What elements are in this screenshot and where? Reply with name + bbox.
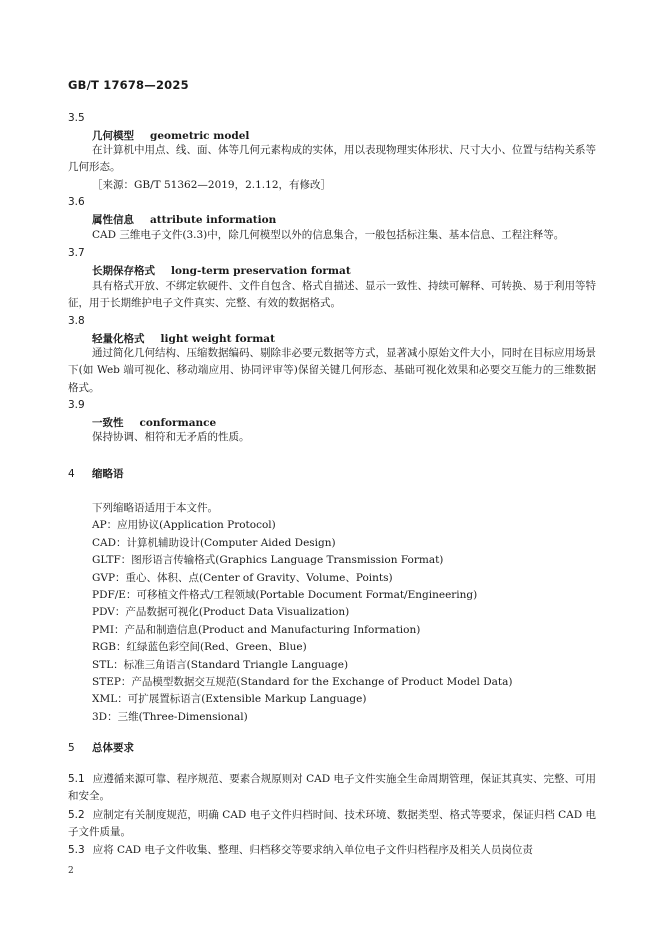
term-title-en: light weight format — [160, 333, 275, 345]
term-title — [92, 415, 216, 430]
term-title — [92, 212, 276, 227]
abbreviation-item: RGB：红绿蓝色彩空间(Red、Green、Blue) — [92, 641, 307, 654]
term-title-en: long-term preservation format — [171, 265, 351, 277]
abbreviation-intro: 下列缩略语适用于本文件。 — [92, 502, 218, 514]
abbreviation-item: 3D：三维(Three-Dimensional) — [92, 710, 248, 723]
term-title-zh: 一致性 — [92, 417, 124, 429]
section-number: 4 — [68, 468, 75, 480]
clause-text: 应将 CAD 电子文件收集、整理、归档移交等要求纳入单位电子文件归档程序及相关人员岗位责 — [92, 844, 533, 856]
term-title — [92, 331, 275, 346]
abbreviation-list — [92, 500, 512, 726]
term-number: 3.7 — [68, 247, 85, 259]
term-definition: 通过简化几何结构、压缩数据编码、剔除非必要元数据等方式，显著减小原始文件大小，同时在目标应用场景下(如 Web 端可视化、移动端应用、协同评审等)保留关键几何形态、基础可视化效果和必要交互能力的三维数据格式。 — [68, 347, 596, 394]
term-title-zh: 轻量化格式 — [92, 333, 145, 345]
term-definition: 保持协调、相符和无矛盾的性质。 — [92, 431, 250, 443]
term-title-zh: 属性信息 — [92, 214, 134, 226]
clause-number: 5.3 — [68, 844, 85, 856]
term-title-zh: 长期保存格式 — [92, 265, 155, 277]
page-number: 2 — [68, 866, 74, 876]
term-number: 3.5 — [68, 112, 85, 124]
term-number: 3.9 — [68, 399, 85, 411]
abbreviation-item: PDV：产品数据可视化(Product Data Visualization) — [92, 606, 350, 619]
abbreviation-item: STL：标准三角语言(Standard Triangle Language) — [92, 658, 349, 671]
standard-code: GB/T 17678—2025 — [68, 78, 189, 92]
abbreviation-item: STEP：产品模型数据交互规范(Standard for the Exchange of Product Model Data) — [92, 675, 513, 688]
abbreviation-item: CAD：计算机辅助设计(Computer Aided Design) — [92, 536, 336, 549]
requirement-clause — [68, 842, 596, 859]
section-heading — [68, 740, 134, 755]
clause-text: 应制定有关制度规范，明确 CAD 电子文件归档时间、技术环境、数据类型、格式等要求，保证归档 CAD 电子文件质量。 — [68, 809, 596, 839]
term-title-en: conformance — [139, 417, 217, 429]
term-number: 3.8 — [68, 315, 85, 327]
abbreviation-item: PDF/E：可移植文件格式/工程领域(Portable Document Format/Engineering) — [92, 588, 478, 601]
clause-text: 应遵循来源可靠、程序规范、要素合规原则对 CAD 电子文件实施全生命周期管理，保证其真实、完整、可用和安全。 — [68, 773, 596, 803]
abbreviation-item: GVP：重心、体积、点(Center of Gravity、Volume、Points) — [92, 571, 393, 584]
requirement-clause — [68, 807, 596, 842]
term-title-zh: 几何模型 — [92, 130, 134, 142]
term-number: 3.6 — [68, 196, 85, 208]
section-number: 5 — [68, 742, 75, 754]
abbreviation-item: AP：应用协议(Application Protocol) — [92, 519, 276, 532]
abbreviation-item: PMI：产品和制造信息(Product and Manufacturing Information) — [92, 623, 421, 636]
term-title — [92, 128, 249, 143]
clause-number: 5.2 — [68, 809, 85, 821]
term-title-en: geometric model — [150, 130, 250, 142]
section-title: 缩略语 — [92, 468, 124, 480]
clause-number: 5.1 — [68, 773, 85, 785]
term-title-en: attribute information — [150, 214, 277, 226]
requirement-clause — [68, 771, 596, 806]
section-heading — [68, 466, 124, 481]
term-definition: 在计算机中用点、线、面、体等几何元素构成的实体，用以表现物理实体形状、尺寸大小、位置与结构关系等几何形态。 — [68, 144, 596, 174]
abbreviation-item: GLTF：图形语言传输格式(Graphics Language Transmission Format) — [92, 554, 444, 567]
abbreviation-item: XML：可扩展置标语言(Extensible Markup Language) — [92, 693, 367, 706]
term-definition: 具有格式开放、不绑定软硬件、文件自包含、格式自描述、显示一致性、持续可解释、可转换、易于利用等特征，用于长期维护电子文件真实、完整、有效的数据格式。 — [68, 280, 596, 310]
term-title — [92, 263, 351, 278]
term-source: ［来源：GB/T 51362—2019，2.1.12，有修改］ — [92, 179, 332, 191]
term-definition: CAD 三维电子文件(3.3)中，除几何模型以外的信息集合，一般包括标注集、基本信息、工程注释等。 — [92, 229, 565, 241]
section-title: 总体要求 — [92, 742, 134, 754]
